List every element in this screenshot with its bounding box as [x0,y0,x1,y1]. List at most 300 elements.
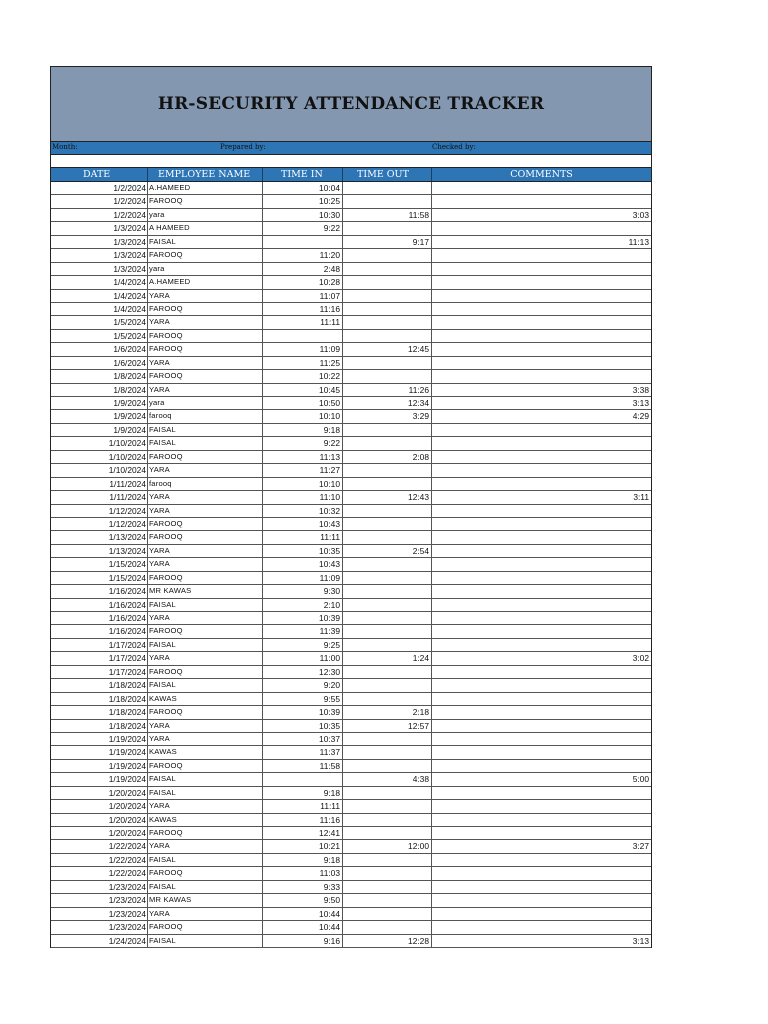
cell-time-out[interactable] [343,585,432,597]
table-row[interactable] [51,625,651,638]
cell-time-out[interactable] [343,558,432,570]
cell-comments[interactable] [432,706,651,718]
cell-time-out[interactable]: 4:38 [343,773,432,785]
cell-comments[interactable]: 5:00 [632,774,649,785]
cell-date[interactable]: 1/10/2024 [51,464,148,476]
cell-time-in[interactable]: 10:39 [263,612,343,624]
cell-employee-name[interactable]: FAROOQ [148,531,263,543]
cell-comments[interactable] [432,505,651,517]
cell-time-out[interactable] [343,760,432,772]
cell-employee-name[interactable]: YARA [148,840,263,852]
cell-date[interactable]: 1/4/2024 [51,303,148,315]
cell-employee-name[interactable]: KAWAS [148,746,263,758]
cell-date[interactable]: 1/18/2024 [51,693,148,705]
cell-comments[interactable] [432,558,651,570]
cell-date[interactable]: 1/9/2024 [51,424,148,436]
table-row[interactable] [51,840,651,853]
cell-comments[interactable]: 3:03 [632,209,649,220]
cell-date[interactable]: 1/8/2024 [51,370,148,382]
cell-employee-name[interactable]: FAISAL [148,854,263,866]
table-row[interactable] [51,894,651,907]
table-row[interactable] [51,357,651,370]
cell-time-in[interactable]: 10:43 [263,518,343,530]
cell-employee-name[interactable]: FAROOQ [148,572,263,584]
table-row[interactable] [51,437,651,450]
cell-employee-name[interactable]: YARA [148,505,263,517]
cell-time-out[interactable] [343,746,432,758]
cell-employee-name[interactable]: YARA [148,464,263,476]
cell-time-out[interactable] [343,222,432,234]
cell-time-in[interactable]: 10:39 [263,706,343,718]
cell-comments[interactable] [432,867,651,879]
cell-employee-name[interactable]: FAISAL [148,639,263,651]
cell-date[interactable]: 1/8/2024 [51,384,148,396]
cell-employee-name[interactable]: FAROOQ [148,343,263,355]
cell-comments[interactable] [432,746,651,758]
cell-comments[interactable] [432,572,651,584]
table-row[interactable] [51,397,651,410]
cell-employee-name[interactable]: yara [148,263,263,275]
cell-employee-name[interactable]: FAROOQ [148,760,263,772]
cell-time-out[interactable]: 12:28 [343,935,432,947]
cell-time-out[interactable] [343,437,432,449]
table-row[interactable] [51,290,651,303]
table-row[interactable] [51,599,651,612]
cell-time-out[interactable]: 3:29 [343,410,432,422]
table-row[interactable] [51,760,651,773]
cell-employee-name[interactable]: YARA [148,800,263,812]
cell-date[interactable]: 1/4/2024 [51,290,148,302]
cell-time-in[interactable]: 11:11 [263,316,343,328]
cell-time-in[interactable]: 11:10 [263,491,343,503]
cell-time-out[interactable]: 12:43 [343,491,432,503]
cell-time-in[interactable]: 11:20 [263,249,343,261]
cell-time-out[interactable]: 12:45 [343,343,432,355]
table-row[interactable] [51,182,651,195]
cell-time-in[interactable]: 12:41 [263,827,343,839]
cell-comments[interactable] [432,720,651,732]
cell-comments[interactable] [432,827,651,839]
cell-employee-name[interactable]: FAISAL [148,787,263,799]
cell-date[interactable]: 1/18/2024 [51,679,148,691]
table-row[interactable] [51,276,651,289]
table-row[interactable] [51,263,651,276]
cell-date[interactable]: 1/3/2024 [51,263,148,275]
cell-employee-name[interactable]: A HAMEED [148,222,263,234]
cell-time-in[interactable]: 10:44 [263,921,343,933]
cell-employee-name[interactable]: FAISAL [148,881,263,893]
cell-time-in[interactable]: 10:44 [263,908,343,920]
cell-time-out[interactable] [343,505,432,517]
cell-comments[interactable] [432,814,651,826]
cell-employee-name[interactable]: YARA [148,908,263,920]
table-row[interactable] [51,693,651,706]
cell-comments[interactable] [432,693,651,705]
cell-time-out[interactable] [343,894,432,906]
cell-date[interactable]: 1/18/2024 [51,720,148,732]
table-row[interactable] [51,612,651,625]
cell-time-in[interactable]: 10:28 [263,276,343,288]
cell-employee-name[interactable]: YARA [148,733,263,745]
cell-date[interactable]: 1/3/2024 [51,249,148,261]
cell-time-in[interactable]: 11:39 [263,625,343,637]
cell-date[interactable]: 1/16/2024 [51,625,148,637]
cell-time-out[interactable] [343,370,432,382]
cell-time-in[interactable]: 11:37 [263,746,343,758]
cell-time-in[interactable]: 9:18 [263,424,343,436]
cell-date[interactable]: 1/18/2024 [51,706,148,718]
cell-employee-name[interactable]: farooq [148,410,263,422]
table-row[interactable] [51,720,651,733]
table-row[interactable] [51,921,651,934]
cell-employee-name[interactable]: FAISAL [148,236,263,248]
table-row[interactable] [51,343,651,356]
cell-time-in[interactable]: 10:45 [263,384,343,396]
cell-comments[interactable] [432,330,651,342]
cell-comments[interactable] [432,612,651,624]
table-row[interactable] [51,572,651,585]
cell-time-in[interactable]: 9:50 [263,894,343,906]
cell-time-out[interactable] [343,478,432,490]
cell-time-in[interactable]: 2:48 [263,263,343,275]
cell-date[interactable]: 1/13/2024 [51,531,148,543]
cell-comments[interactable] [432,787,651,799]
cell-date[interactable]: 1/3/2024 [51,236,148,248]
cell-employee-name[interactable]: MR KAWAS [148,585,263,597]
cell-time-out[interactable]: 12:00 [343,840,432,852]
cell-time-in[interactable]: 11:16 [263,814,343,826]
cell-time-out[interactable]: 11:26 [343,384,432,396]
cell-time-out[interactable] [343,908,432,920]
cell-employee-name[interactable]: YARA [148,290,263,302]
cell-employee-name[interactable]: FAROOQ [148,330,263,342]
cell-time-in[interactable]: 9:20 [263,679,343,691]
cell-employee-name[interactable]: FAROOQ [148,518,263,530]
cell-comments[interactable] [432,921,651,933]
cell-comments[interactable] [432,357,651,369]
table-row[interactable] [51,558,651,571]
table-row[interactable] [51,330,651,343]
cell-time-out[interactable] [343,854,432,866]
table-row[interactable] [51,867,651,880]
cell-comments[interactable] [432,222,651,234]
cell-time-out[interactable] [343,424,432,436]
cell-comments[interactable] [432,800,651,812]
cell-date[interactable]: 1/20/2024 [51,827,148,839]
cell-date[interactable]: 1/15/2024 [51,558,148,570]
cell-time-out[interactable] [343,625,432,637]
cell-comments[interactable] [432,894,651,906]
cell-employee-name[interactable]: FAROOQ [148,666,263,678]
cell-time-out[interactable]: 2:08 [343,451,432,463]
cell-date[interactable]: 1/16/2024 [51,585,148,597]
cell-time-in[interactable]: 9:18 [263,787,343,799]
cell-employee-name[interactable]: KAWAS [148,693,263,705]
cell-time-out[interactable] [343,276,432,288]
table-row[interactable] [51,410,651,423]
cell-time-in[interactable]: 10:43 [263,558,343,570]
cell-employee-name[interactable]: FAROOQ [148,827,263,839]
cell-comments[interactable]: 4:29 [632,411,649,422]
cell-employee-name[interactable]: FAISAL [148,935,263,947]
table-row[interactable] [51,236,651,249]
table-row[interactable] [51,827,651,840]
cell-time-in[interactable]: 10:25 [263,195,343,207]
cell-employee-name[interactable]: FAROOQ [148,867,263,879]
cell-time-out[interactable] [343,693,432,705]
cell-date[interactable]: 1/13/2024 [51,545,148,557]
cell-employee-name[interactable]: YARA [148,652,263,664]
table-row[interactable] [51,209,651,222]
cell-date[interactable]: 1/16/2024 [51,599,148,611]
cell-date[interactable]: 1/20/2024 [51,800,148,812]
cell-time-in[interactable] [263,773,343,785]
cell-time-out[interactable]: 12:34 [343,397,432,409]
cell-employee-name[interactable]: FAROOQ [148,303,263,315]
cell-time-in[interactable]: 9:16 [263,935,343,947]
cell-time-in[interactable]: 10:35 [263,720,343,732]
cell-time-out[interactable] [343,518,432,530]
cell-date[interactable]: 1/11/2024 [51,491,148,503]
cell-date[interactable]: 1/5/2024 [51,330,148,342]
cell-employee-name[interactable]: YARA [148,384,263,396]
cell-time-in[interactable]: 10:10 [263,478,343,490]
cell-time-out[interactable] [343,263,432,275]
cell-time-out[interactable] [343,814,432,826]
cell-time-out[interactable] [343,316,432,328]
cell-time-in[interactable]: 11:07 [263,290,343,302]
cell-time-in[interactable]: 10:21 [263,840,343,852]
cell-date[interactable]: 1/11/2024 [51,478,148,490]
cell-comments[interactable] [432,276,651,288]
cell-employee-name[interactable]: FAROOQ [148,249,263,261]
cell-date[interactable]: 1/22/2024 [51,867,148,879]
cell-comments[interactable] [432,518,651,530]
cell-time-in[interactable]: 9:18 [263,854,343,866]
table-row[interactable] [51,464,651,477]
cell-date[interactable]: 1/15/2024 [51,572,148,584]
cell-comments[interactable] [432,316,651,328]
table-row[interactable] [51,652,651,665]
cell-date[interactable]: 1/12/2024 [51,518,148,530]
cell-time-in[interactable]: 9:33 [263,881,343,893]
cell-comments[interactable] [432,263,651,275]
cell-time-out[interactable] [343,572,432,584]
cell-comments[interactable]: 3:13 [632,398,649,408]
cell-date[interactable]: 1/10/2024 [51,437,148,449]
cell-date[interactable]: 1/4/2024 [51,276,148,288]
cell-comments[interactable] [432,679,651,691]
cell-comments[interactable] [432,290,651,302]
cell-time-out[interactable] [343,787,432,799]
cell-employee-name[interactable]: A.HAMEED [148,276,263,288]
cell-time-out[interactable] [343,800,432,812]
cell-date[interactable]: 1/24/2024 [51,935,148,947]
cell-date[interactable]: 1/19/2024 [51,760,148,772]
cell-date[interactable]: 1/12/2024 [51,505,148,517]
cell-comments[interactable]: 11:13 [628,236,649,247]
cell-time-out[interactable]: 1:24 [343,652,432,664]
cell-time-out[interactable] [343,182,432,194]
cell-comments[interactable] [432,531,651,543]
cell-time-out[interactable] [343,531,432,543]
cell-time-out[interactable] [343,881,432,893]
cell-date[interactable]: 1/19/2024 [51,773,148,785]
cell-date[interactable]: 1/23/2024 [51,894,148,906]
cell-time-out[interactable]: 11:58 [343,209,432,221]
cell-time-in[interactable] [263,236,343,248]
table-row[interactable] [51,814,651,827]
cell-date[interactable]: 1/9/2024 [51,397,148,409]
cell-time-in[interactable]: 12:30 [263,666,343,678]
cell-date[interactable]: 1/2/2024 [51,209,148,221]
cell-time-out[interactable]: 2:18 [343,706,432,718]
cell-time-in[interactable]: 11:11 [263,800,343,812]
cell-employee-name[interactable]: FAROOQ [148,625,263,637]
cell-time-in[interactable]: 9:22 [263,437,343,449]
cell-date[interactable]: 1/2/2024 [51,195,148,207]
cell-date[interactable]: 1/16/2024 [51,612,148,624]
cell-employee-name[interactable]: YARA [148,558,263,570]
cell-comments[interactable] [432,639,651,651]
cell-time-out[interactable] [343,303,432,315]
cell-employee-name[interactable]: MR KAWAS [148,894,263,906]
cell-time-out[interactable] [343,679,432,691]
cell-time-out[interactable] [343,330,432,342]
cell-comments[interactable] [432,760,651,772]
cell-time-in[interactable]: 9:30 [263,585,343,597]
table-row[interactable] [51,800,651,813]
table-row[interactable] [51,545,651,558]
table-row[interactable] [51,706,651,719]
cell-date[interactable]: 1/22/2024 [51,840,148,852]
cell-time-in[interactable]: 9:22 [263,222,343,234]
cell-employee-name[interactable]: yara [148,397,263,409]
cell-employee-name[interactable]: farooq [148,478,263,490]
cell-employee-name[interactable]: YARA [148,720,263,732]
cell-date[interactable]: 1/3/2024 [51,222,148,234]
cell-date[interactable]: 1/6/2024 [51,357,148,369]
cell-date[interactable]: 1/5/2024 [51,316,148,328]
cell-time-out[interactable] [343,599,432,611]
cell-time-in[interactable]: 10:10 [263,410,343,422]
cell-time-in[interactable] [263,330,343,342]
cell-time-in[interactable]: 10:04 [263,182,343,194]
cell-date[interactable]: 1/10/2024 [51,451,148,463]
cell-time-out[interactable] [343,612,432,624]
cell-comments[interactable] [432,599,651,611]
cell-date[interactable]: 1/22/2024 [51,854,148,866]
cell-time-out[interactable]: 2:54 [343,545,432,557]
cell-comments[interactable]: 3:27 [632,841,649,852]
table-row[interactable] [51,746,651,759]
cell-time-in[interactable]: 11:58 [263,760,343,772]
cell-comments[interactable] [432,424,651,436]
cell-comments[interactable] [432,464,651,476]
cell-time-in[interactable]: 10:30 [263,209,343,221]
cell-time-in[interactable]: 11:09 [263,572,343,584]
cell-time-in[interactable]: 11:13 [263,451,343,463]
table-row[interactable] [51,505,651,518]
cell-comments[interactable] [432,249,651,261]
table-row[interactable] [51,666,651,679]
table-row[interactable] [51,222,651,235]
table-row[interactable] [51,679,651,692]
table-row[interactable] [51,370,651,383]
cell-comments[interactable] [432,451,651,463]
cell-time-in[interactable]: 10:37 [263,733,343,745]
cell-comments[interactable] [432,625,651,637]
table-row[interactable] [51,531,651,544]
cell-employee-name[interactable]: YARA [148,316,263,328]
table-row[interactable] [51,787,651,800]
table-row[interactable] [51,384,651,397]
cell-comments[interactable] [432,585,651,597]
table-row[interactable] [51,249,651,262]
cell-date[interactable]: 1/17/2024 [51,639,148,651]
cell-date[interactable]: 1/6/2024 [51,343,148,355]
cell-employee-name[interactable]: YARA [148,491,263,503]
cell-comments[interactable]: 3:38 [632,384,649,395]
table-row[interactable] [51,424,651,437]
cell-employee-name[interactable]: FAISAL [148,437,263,449]
cell-employee-name[interactable]: FAISAL [148,424,263,436]
table-row[interactable] [51,316,651,329]
cell-date[interactable]: 1/17/2024 [51,666,148,678]
cell-employee-name[interactable]: YARA [148,612,263,624]
cell-time-in[interactable]: 11:27 [263,464,343,476]
cell-time-in[interactable]: 11:09 [263,343,343,355]
cell-comments[interactable] [432,733,651,745]
cell-comments[interactable]: 3:11 [633,492,649,503]
cell-employee-name[interactable]: FAROOQ [148,195,263,207]
table-row[interactable] [51,773,651,786]
cell-time-in[interactable]: 10:35 [263,545,343,557]
cell-time-in[interactable]: 9:55 [263,693,343,705]
table-row[interactable] [51,854,651,867]
cell-comments[interactable] [432,182,651,194]
cell-employee-name[interactable]: FAISAL [148,679,263,691]
cell-date[interactable]: 1/20/2024 [51,787,148,799]
cell-time-out[interactable] [343,290,432,302]
cell-comments[interactable]: 3:02 [632,653,649,664]
cell-comments[interactable] [432,666,651,678]
cell-date[interactable]: 1/23/2024 [51,881,148,893]
cell-time-in[interactable]: 11:11 [263,531,343,543]
cell-date[interactable]: 1/20/2024 [51,814,148,826]
cell-employee-name[interactable]: FAISAL [148,599,263,611]
table-row[interactable] [51,908,651,921]
cell-employee-name[interactable]: FAROOQ [148,370,263,382]
cell-comments[interactable] [432,908,651,920]
cell-time-in[interactable]: 11:00 [263,652,343,664]
cell-time-in[interactable]: 11:25 [263,357,343,369]
cell-comments[interactable] [432,370,651,382]
cell-employee-name[interactable]: FAROOQ [148,921,263,933]
cell-time-out[interactable] [343,733,432,745]
cell-date[interactable]: 1/23/2024 [51,908,148,920]
cell-time-out[interactable] [343,867,432,879]
cell-time-in[interactable]: 11:16 [263,303,343,315]
cell-employee-name[interactable]: FAISAL [148,773,263,785]
cell-time-in[interactable]: 9:25 [263,639,343,651]
cell-comments[interactable] [432,545,651,557]
cell-comments[interactable] [432,478,651,490]
cell-time-out[interactable] [343,921,432,933]
cell-time-out[interactable]: 12:57 [343,720,432,732]
cell-comments[interactable]: 3:13 [632,935,649,946]
cell-time-out[interactable] [343,666,432,678]
